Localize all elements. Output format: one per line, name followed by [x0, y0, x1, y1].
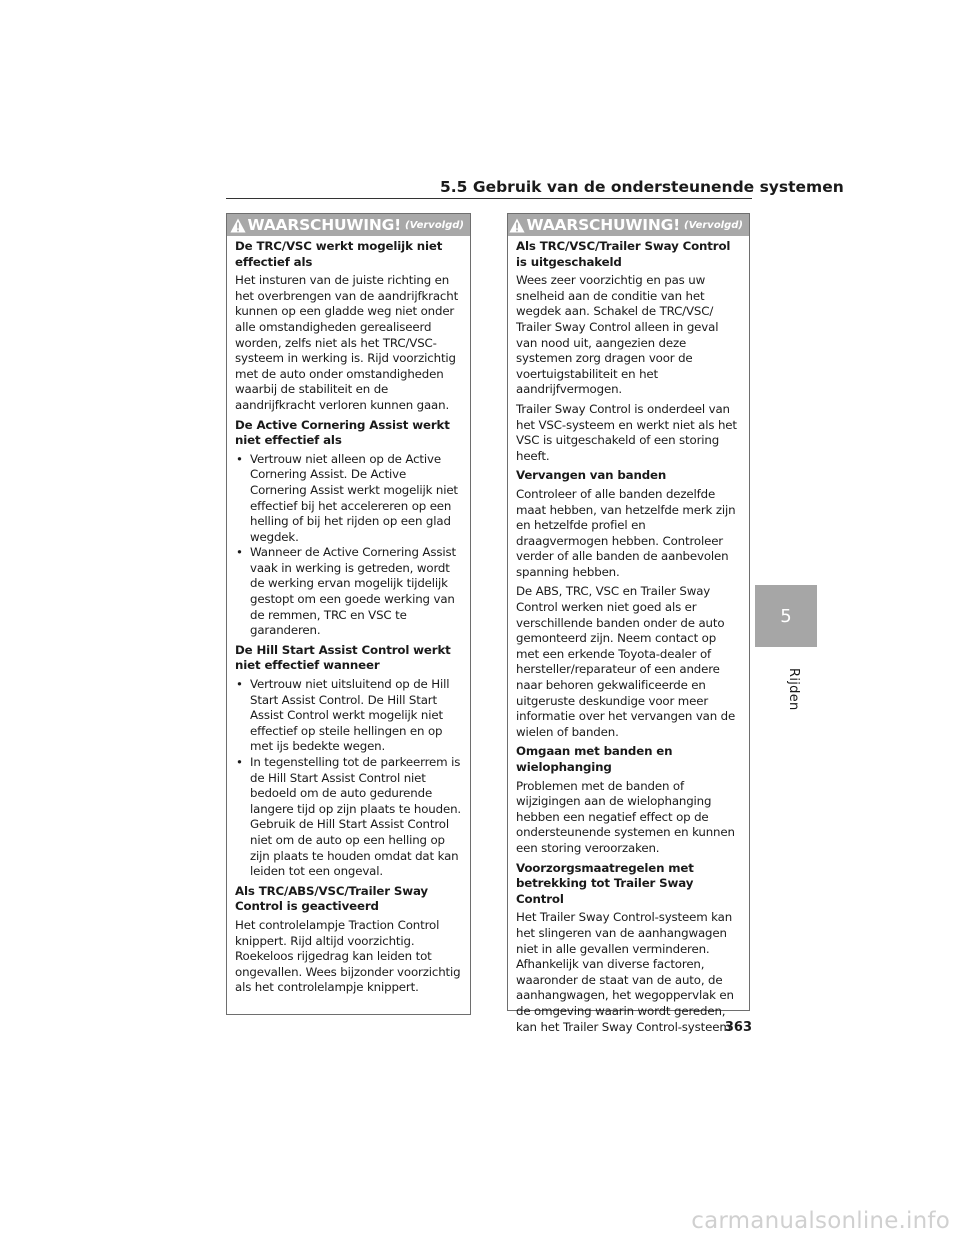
- bullet-item: [235, 452, 462, 546]
- bullet-list: [235, 452, 462, 639]
- section-paragraph: De ABS, TRC, VSC en Trailer Sway Control werken niet goed als er verschillende banden onder de auto gemonteerd zijn. Neem contact op met een erkende Toyota-dealer of hersteller/reparateur of een andere naar behoren gekwalificeerde en uitgeruste deskundige voor meer informatie over het vervangen van de wielen of banden.: [516, 584, 736, 739]
- bullet-item: [235, 545, 462, 639]
- warning-body-left: [227, 236, 470, 996]
- bullet-item: [235, 677, 462, 755]
- section-paragraph: Trailer Sway Control is onderdeel van het VSC-systeem en werkt niet als het VSC is uitgeschakeld of een storing heeft.: [516, 401, 737, 463]
- section-header: 5.5 Gebruik van de ondersteunende systemen: [440, 178, 844, 196]
- section-heading: Omgaan met banden en wielophanging: [516, 744, 673, 774]
- bullet-text: Vertrouw niet alleen op de Active Cornering Assist. De Active Cornering Assist werkt mogelijk niet effectief bij het accelereren op een helling of bij het rijden op een glad wegdek.: [250, 451, 458, 544]
- warning-triangle-icon: [230, 218, 246, 233]
- bullet-text: In tegenstelling tot de parkeerrem is de Hill Start Assist Control niet bedoeld om de auto gedurende langere tijd op zijn plaats te houden. Gebruik de Hill Start Assist Control niet om de auto op een helling op zijn plaats te houden omdat dat kan leiden tot een ongeval.: [250, 755, 461, 879]
- bullet-dot-icon: •: [236, 545, 243, 560]
- section-heading: Voorzorgsmaatregelen met betrekking tot Trailer Sway Control: [516, 860, 694, 906]
- bullet-dot-icon: •: [236, 677, 243, 692]
- header-divider: [226, 198, 752, 199]
- section-heading: De Active Cornering Assist werkt niet effectief als: [235, 417, 450, 448]
- warning-title: WAARSCHUWING!: [526, 216, 680, 234]
- section-heading: De TRC/VSC werkt mogelijk niet effectief als: [235, 239, 443, 269]
- section-heading: Vervangen van banden: [516, 468, 667, 483]
- continued-label: (Vervolgd): [684, 219, 743, 231]
- warning-box-left: [226, 213, 471, 1015]
- warning-title: WAARSCHUWING!: [247, 216, 401, 234]
- bullet-dot-icon: •: [236, 451, 243, 466]
- chapter-label: Rijden: [786, 668, 801, 711]
- section-heading: De Hill Start Assist Control werkt niet effectief wanneer: [235, 642, 451, 673]
- warning-body-right: [508, 236, 749, 1035]
- chapter-tab: [755, 585, 817, 647]
- warning-header: [508, 214, 749, 236]
- watermark: carmanualsonline.info: [691, 1208, 950, 1234]
- section-heading: Als TRC/VSC/Trailer Sway Control is uitgeschakeld: [516, 239, 731, 269]
- chapter-number: 5: [780, 605, 792, 627]
- section-heading: Als TRC/ABS/VSC/Trailer Sway Control is geactiveerd: [235, 883, 428, 914]
- section-paragraph: Het controlelampje Traction Control knippert. Rijd altijd voorzichtig. Roekeloos rijgedrag kan leiden tot ongevallen. Wees bijzonder voorzichtig als het controlelampje knippert.: [235, 917, 461, 995]
- section-paragraph: Wees zeer voorzichtig en pas uw snelheid aan de conditie van het wegdek aan. Schakel de TRC/VSC/ Trailer Sway Control alleen in geval van nood uit, aangezien deze systemen zorg dragen voor de voertuigstabiliteit en het aandrijfvermogen.: [516, 273, 719, 397]
- section-paragraph: Het Trailer Sway Control-systeem kan het slingeren van de aanhangwagen niet in alle gevallen verminderen. Afhankelijk van diverse factoren, waaronder de staat van de auto, de aanhangwagen, het wegoppervlak en de omgeving waarin wordt gereden, kan het Trailer Sway Control-systeem: [516, 910, 734, 1034]
- bullet-list: [235, 677, 462, 880]
- bullet-text: Vertrouw niet uitsluitend op de Hill Start Assist Control. De Hill Start Assist Control werkt mogelijk niet effectief op steile hellingen en op met ijs bedekte wegen.: [250, 677, 450, 754]
- section-paragraph: Het insturen van de juiste richting en het overbrengen van de aandrijfkracht kunnen op een gladde weg niet onder alle omstandigheden gerealiseerd worden, zelfs niet als het TRC/VSC-systeem in werking is. Rijd voorzichtig met de auto onder omstandigheden waarbij de stabiliteit en de aandrijfkracht verloren kunnen gaan.: [235, 273, 459, 412]
- bullet-item: [235, 755, 462, 880]
- section-paragraph: Problemen met de banden of wijzigingen aan de wielophanging hebben een negatief effect op de ondersteunende systemen en kunnen een storing veroorzaken.: [516, 778, 735, 855]
- bullet-text: Wanneer de Active Cornering Assist vaak in werking is getreden, wordt de werking ervan mogelijk tijdelijk gestopt om een goede werking van de remmen, TRC en VSC te garanderen.: [250, 545, 456, 638]
- warning-triangle-icon: [509, 218, 525, 233]
- page-number: 363: [724, 1020, 752, 1035]
- continued-label: (Vervolgd): [405, 219, 464, 231]
- bullet-dot-icon: •: [236, 755, 243, 769]
- warning-header: [227, 214, 470, 236]
- section-paragraph: Controleer of alle banden dezelfde maat hebben, van hetzelfde merk zijn en hetzelfde profiel en draagvermogen hebben. Controleer verder of alle banden de aanbevolen spanning hebben.: [516, 486, 736, 579]
